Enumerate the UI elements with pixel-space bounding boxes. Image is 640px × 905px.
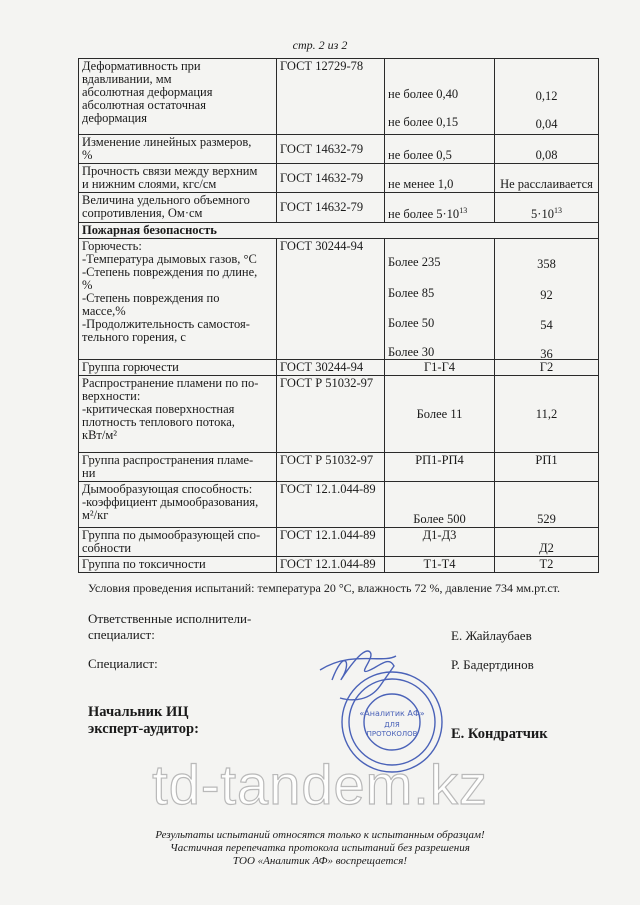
norm-value: Более 30 — [388, 345, 435, 359]
section-heading-row — [79, 223, 599, 239]
result-value: Не расслаивается — [495, 164, 599, 193]
standard: ГОСТ 12.1.044-89 — [277, 557, 385, 573]
table-row — [79, 239, 599, 360]
param-name: Группа по токсичности — [79, 557, 277, 573]
result-value: 0,12 — [535, 89, 558, 103]
footer-line: Результаты испытаний относятся только к испытанным образцам! — [155, 829, 485, 841]
page-number: стр. 2 из 2 — [292, 38, 348, 52]
table-row — [79, 59, 599, 135]
param-name: Величина удельного объемного сопротивления, Ом·см — [79, 193, 277, 223]
param-name: Распространение пламени по по- верхности: -критическая поверхностная плотность теплового потока, кВт/м² — [79, 376, 277, 453]
result-value: Г2 — [495, 360, 599, 376]
result-value: 5·10 — [531, 207, 554, 221]
result-value: 529 — [495, 482, 599, 528]
watermark: td-tandem.kz — [152, 753, 488, 816]
result-value: 36 — [540, 347, 553, 361]
norm-cell — [385, 59, 495, 135]
norm-value: Более 50 — [388, 316, 435, 330]
table-row — [79, 376, 599, 453]
norm-value: Д1-Д3 — [385, 528, 495, 557]
test-conditions: Условия проведения испытаний: температура 20 °С, влажность 72 %, давление 734 мм.рт.ст. — [88, 581, 560, 595]
table-row — [79, 164, 599, 193]
result-value: 0,04 — [535, 117, 558, 131]
standard: ГОСТ Р 51032-97 — [277, 453, 385, 482]
table-row — [79, 193, 599, 223]
result-value: 92 — [540, 288, 553, 302]
param-name: Прочность связи между верхним и нижним слоями, кгс/см — [79, 164, 277, 193]
stamp-company: «Аналитик АФ» — [359, 709, 425, 718]
param-name: Группа горючести — [79, 360, 277, 376]
standard: ГОСТ 14632-79 — [277, 164, 385, 193]
norm-cell — [385, 193, 495, 223]
responsible-label: Ответственные исполнители- специалист: — [88, 611, 252, 642]
norm-value: не более 5·10 — [388, 207, 460, 221]
norm-cell — [385, 239, 495, 360]
norm-value: не более 0,15 — [388, 115, 459, 129]
head-label: Начальник ИЦ эксперт-аудитор: — [88, 704, 199, 737]
norm-value: Более 235 — [388, 255, 441, 269]
norm-value: Более 500 — [385, 482, 495, 528]
norm-value: РП1-РП4 — [385, 453, 495, 482]
table-row — [79, 360, 599, 376]
table-row — [79, 453, 599, 482]
norm-value: Более 11 — [385, 376, 495, 453]
standard: ГОСТ 14632-79 — [277, 193, 385, 223]
section-heading: Пожарная безопасность — [79, 223, 599, 239]
norm-value: Т1-Т4 — [385, 557, 495, 573]
specialist-name: Р. Бадертдинов — [451, 657, 534, 672]
result-value: РП1 — [495, 453, 599, 482]
param-name: Группа распространения пламе- ни — [79, 453, 277, 482]
result-exponent: 13 — [553, 205, 562, 215]
norm-value: не более 0,40 — [388, 87, 459, 101]
param-name: Деформативность при вдавливании, мм абсолютная деформация абсолютная остаточная деформация — [79, 59, 277, 135]
table-row — [79, 135, 599, 164]
param-name: Изменение линейных размеров, % — [79, 135, 277, 164]
param-name: Группа по дымообразующей спо- собности — [79, 528, 277, 557]
stamp-line: ПРОТОКОЛОВ — [366, 730, 418, 738]
head-name: Е. Кондратчик — [451, 726, 548, 742]
result-value: Т2 — [495, 557, 599, 573]
standard: ГОСТ Р 51032-97 — [277, 376, 385, 453]
norm-value: Более 85 — [388, 286, 435, 300]
result-cell — [495, 239, 599, 360]
standard: ГОСТ 30244-94 — [277, 360, 385, 376]
test-results-table — [78, 58, 599, 573]
footer-notice — [0, 829, 640, 868]
result-value: 0,08 — [495, 135, 599, 164]
table-row — [79, 557, 599, 573]
specialist-label: Специалист: — [88, 656, 158, 671]
norm-value: не менее 1,0 — [385, 164, 495, 193]
norm-value: Г1-Г4 — [385, 360, 495, 376]
footer-line: Частичная перепечатка протокола испытаний без разрешения — [170, 842, 470, 854]
result-value: 11,2 — [495, 376, 599, 453]
param-name: Дымообразующая способность: -коэффициент дымообразования, м²/кг — [79, 482, 277, 528]
result-value: Д2 — [495, 528, 599, 557]
stamp-line: ДЛЯ — [384, 721, 400, 729]
result-cell — [495, 193, 599, 223]
table-row — [79, 528, 599, 557]
result-value: 358 — [537, 257, 556, 271]
standard: ГОСТ 12.1.044-89 — [277, 528, 385, 557]
norm-exponent: 13 — [459, 205, 468, 215]
table-row — [79, 482, 599, 528]
standard: ГОСТ 30244-94 — [277, 239, 385, 360]
standard: ГОСТ 12729-78 — [277, 59, 385, 135]
param-name: Горючесть: -Температура дымовых газов, °С -Степень повреждения по длине, % -Степень повреждения по массе,% -Продолжительность самостоя- тельного горения, с — [79, 239, 277, 360]
responsible-name: Е. Жайлаубаев — [451, 628, 532, 643]
standard: ГОСТ 12.1.044-89 — [277, 482, 385, 528]
result-cell — [495, 59, 599, 135]
footer-line: ТОО «Аналитик АФ» воспрещается! — [232, 855, 408, 867]
norm-value: не более 0,5 — [385, 135, 495, 164]
result-value: 54 — [540, 318, 553, 332]
standard: ГОСТ 14632-79 — [277, 135, 385, 164]
